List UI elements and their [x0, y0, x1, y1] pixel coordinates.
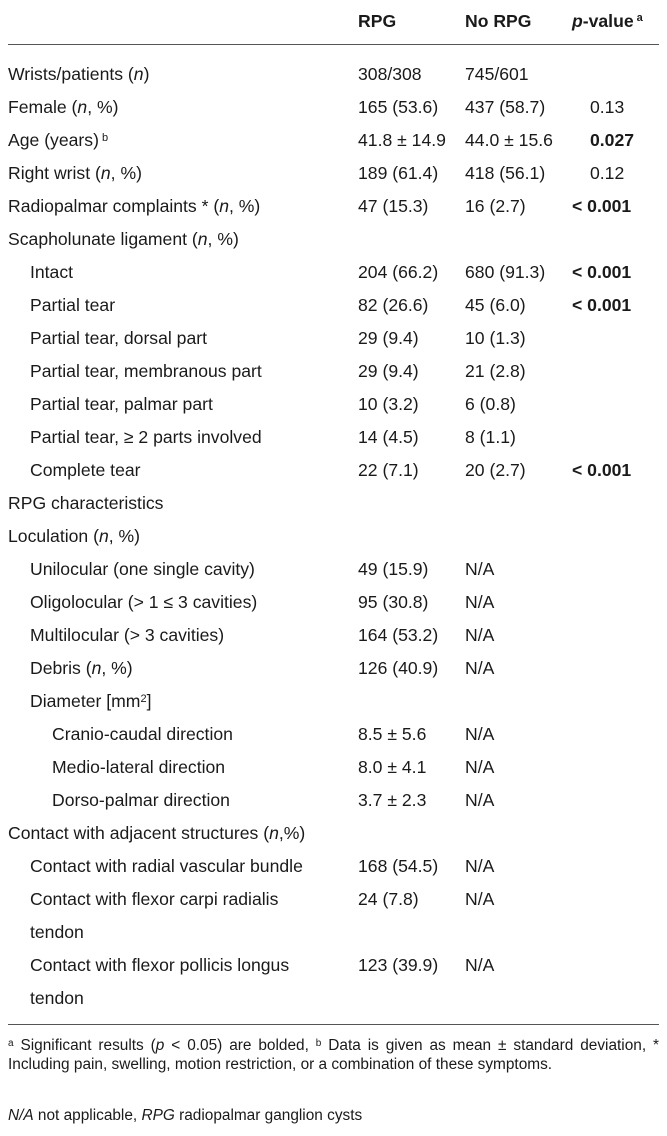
no-rpg-value: N/A: [465, 889, 495, 909]
rpg-value: 49 (15.9): [358, 559, 429, 579]
rpg-value: 126 (40.9): [358, 658, 439, 678]
no-rpg-value: 44.0 ± 15.6: [465, 130, 553, 150]
p-value: < 0.001: [572, 460, 632, 480]
rpg-value: 24 (7.8): [358, 889, 419, 909]
no-rpg-value: N/A: [465, 559, 495, 579]
no-rpg-value: N/A: [465, 724, 495, 744]
table-row: [0, 784, 667, 817]
table-row: [0, 124, 667, 157]
no-rpg-value: N/A: [465, 592, 495, 612]
table-row: [0, 355, 667, 388]
rpg-value: 41.8 ± 14.9: [358, 130, 446, 150]
rpg-value: 165 (53.6): [358, 97, 439, 117]
no-rpg-value: N/A: [465, 955, 495, 975]
header-rule: [8, 44, 659, 45]
row-label: Loculation (n, %): [8, 526, 141, 546]
table-row: [0, 421, 667, 454]
row-label: Partial tear, dorsal part: [30, 328, 208, 348]
table-row: [0, 652, 667, 685]
table-row: [0, 751, 667, 784]
row-label: Complete tear: [30, 460, 141, 480]
row-label: Multilocular (> 3 cavities): [30, 625, 225, 645]
table-row: [0, 223, 667, 256]
table-row: [0, 520, 667, 553]
no-rpg-value: N/A: [465, 856, 495, 876]
no-rpg-value: 437 (58.7): [465, 97, 546, 117]
no-rpg-value: 21 (2.8): [465, 361, 526, 381]
table-row: [0, 949, 667, 1015]
table-row: [0, 454, 667, 487]
rpg-value: 3.7 ± 2.3: [358, 790, 427, 810]
rpg-value: 47 (15.3): [358, 196, 429, 216]
p-value-text: -value: [582, 11, 634, 31]
column-header-p-value: [572, 8, 643, 34]
no-rpg-value: N/A: [465, 757, 495, 777]
row-label: Cranio-caudal direction: [52, 724, 233, 744]
rpg-value: 308/308: [358, 64, 422, 84]
row-label: Oligolocular (> 1 ≤ 3 cavities): [30, 592, 258, 612]
table-row: [0, 685, 667, 718]
p-value: < 0.001: [572, 295, 632, 315]
rpg-value: 168 (54.5): [358, 856, 439, 876]
rpg-value: 8.5 ± 5.6: [358, 724, 427, 744]
column-header-rpg: RPG: [358, 11, 397, 31]
table-row: [0, 850, 667, 883]
no-rpg-value: N/A: [465, 625, 495, 645]
rpg-value: 29 (9.4): [358, 328, 419, 348]
rpg-value: 8.0 ± 4.1: [358, 757, 427, 777]
row-label-continuation: tendon: [30, 922, 84, 942]
rpg-value: 82 (26.6): [358, 295, 429, 315]
no-rpg-value: 8 (1.1): [465, 427, 516, 447]
no-rpg-value: N/A: [465, 658, 495, 678]
no-rpg-value: 45 (6.0): [465, 295, 526, 315]
row-label: Partial tear, ≥ 2 parts involved: [30, 427, 262, 447]
row-label: Diameter $[mm^2]$: [30, 691, 152, 711]
table-row: [0, 553, 667, 586]
row-label: Female (n, %): [8, 97, 119, 117]
no-rpg-value: N/A: [465, 790, 495, 810]
no-rpg-value: 418 (56.1): [465, 163, 546, 183]
table-row: [0, 487, 667, 520]
footer-rule: [8, 1024, 659, 1025]
table-row: [0, 322, 667, 355]
table-row: [0, 586, 667, 619]
rpg-value: 10 (3.2): [358, 394, 419, 414]
rpg-value: 22 (7.1): [358, 460, 419, 480]
table-row: [0, 817, 667, 850]
p-value: 0.027: [590, 130, 635, 150]
row-label-continuation: tendon: [30, 988, 84, 1008]
no-rpg-value: 20 (2.7): [465, 460, 526, 480]
rpg-value: 189 (61.4): [358, 163, 439, 183]
row-label: Radiopalmar complaints * (n, %): [8, 196, 261, 216]
p-value: 0.12: [590, 163, 625, 183]
row-label: Contact with flexor carpi radialis: [30, 889, 279, 909]
table-row: [0, 157, 667, 190]
table-row: [0, 91, 667, 124]
p-value-sup: a: [636, 12, 643, 24]
row-label: Intact: [30, 262, 74, 282]
p-value: 0.13: [590, 97, 625, 117]
rpg-value: 123 (39.9): [358, 955, 439, 975]
row-label: Unilocular (one single cavity): [30, 559, 255, 579]
no-rpg-value: 680 (91.3): [465, 262, 546, 282]
p-value: < 0.001: [572, 196, 632, 216]
row-label: Right wrist (n, %): [8, 163, 142, 183]
row-label: RPG characteristics: [8, 493, 164, 513]
table-row: [0, 883, 667, 949]
row-label: Partial tear: [30, 295, 116, 315]
table-row: [0, 190, 667, 223]
table-row: [0, 256, 667, 289]
rpg-value: 95 (30.8): [358, 592, 429, 612]
row-label: Partial tear, palmar part: [30, 394, 213, 414]
footnote-significance: $^a$ Significant results (p < 0.05) are bolded, $^b$ Data is given as mean ± standard deviation, * Including pain, swelling, motion restriction, or a combination of these symptoms.: [8, 1037, 660, 1073]
rpg-value: 29 (9.4): [358, 361, 419, 381]
table-row: [0, 619, 667, 652]
rpg-value: 204 (66.2): [358, 262, 439, 282]
row-label: Scapholunate ligament (n, %): [8, 229, 239, 249]
rpg-value: 164 (53.2): [358, 625, 439, 645]
table-row: [0, 58, 667, 91]
rpg-value: 14 (4.5): [358, 427, 419, 447]
row-label: Contact with adjacent structures (n,%): [8, 823, 306, 843]
p-value: < 0.001: [572, 262, 632, 282]
row-label: Partial tear, membranous part: [30, 361, 262, 381]
no-rpg-value: 745/601: [465, 64, 529, 84]
no-rpg-value: 10 (1.3): [465, 328, 526, 348]
row-label: Contact with flexor pollicis longus: [30, 955, 290, 975]
table-row: [0, 718, 667, 751]
p-symbol: p: [572, 11, 583, 31]
row-label: Wrists/patients (n): [8, 64, 150, 84]
no-rpg-value: 16 (2.7): [465, 196, 526, 216]
table-row: [0, 388, 667, 421]
column-header-no-rpg: No RPG: [465, 11, 532, 31]
row-label: Debris (n, %): [30, 658, 133, 678]
row-label: Contact with radial vascular bundle: [30, 856, 303, 876]
row-label: Age (years) $^b$: [8, 130, 109, 150]
row-label: Dorso-palmar direction: [52, 790, 230, 810]
row-label: Medio-lateral direction: [52, 757, 226, 777]
no-rpg-value: 6 (0.8): [465, 394, 516, 414]
footnote-abbreviations: N/A not applicable, RPG radiopalmar ganglion cysts: [8, 1107, 363, 1124]
table-row: [0, 289, 667, 322]
